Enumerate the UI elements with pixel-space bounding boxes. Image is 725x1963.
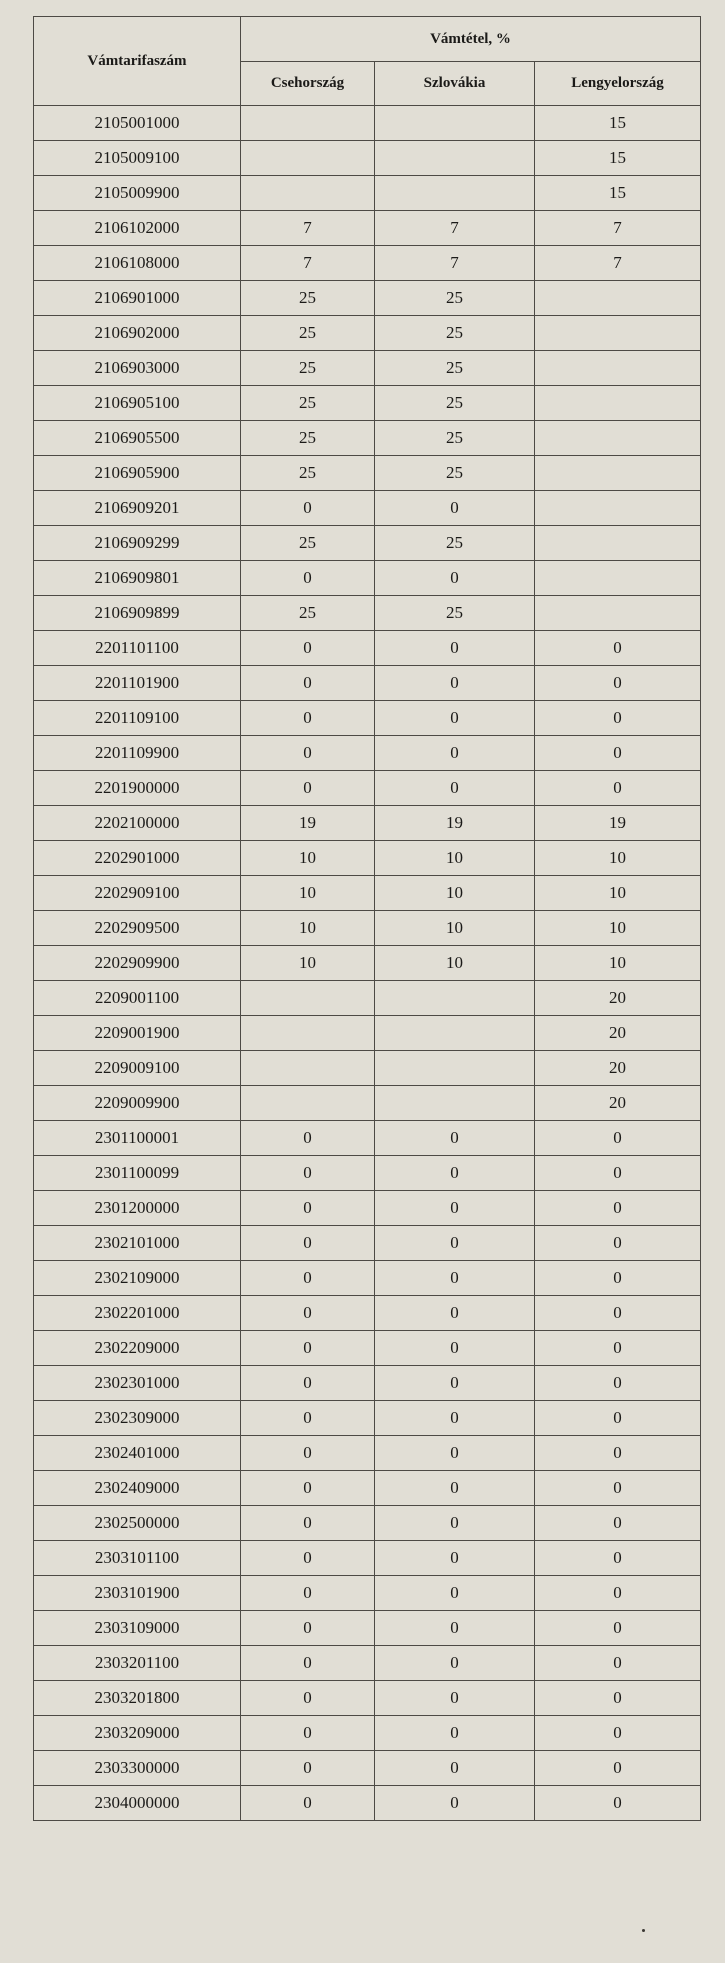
- czech-rate-cell: 0: [241, 736, 375, 771]
- polish-rate-cell: 15: [535, 106, 701, 141]
- polish-rate-cell: 0: [535, 1121, 701, 1156]
- czech-rate-cell: 0: [241, 1471, 375, 1506]
- slovak-rate-cell: 25: [375, 421, 535, 456]
- polish-rate-cell: [535, 456, 701, 491]
- slovak-rate-cell: 0: [375, 1331, 535, 1366]
- polish-rate-cell: 0: [535, 631, 701, 666]
- polish-rate-cell: 10: [535, 911, 701, 946]
- czech-rate-cell: 0: [241, 1541, 375, 1576]
- tariff-code-cell: 2105009900: [34, 176, 241, 211]
- polish-rate-cell: 0: [535, 1716, 701, 1751]
- slovak-rate-cell: 0: [375, 1401, 535, 1436]
- slovak-rate-cell: [375, 981, 535, 1016]
- tariff-code-cell: 2106909801: [34, 561, 241, 596]
- tariff-code-cell: 2202909100: [34, 876, 241, 911]
- czech-rate-cell: 10: [241, 841, 375, 876]
- tariff-code-cell: 2301100001: [34, 1121, 241, 1156]
- table-row: [34, 1436, 701, 1471]
- tariff-code-cell: 2209009900: [34, 1086, 241, 1121]
- slovak-rate-cell: 0: [375, 561, 535, 596]
- slovak-rate-cell: 25: [375, 526, 535, 561]
- czech-rate-cell: 25: [241, 526, 375, 561]
- tariff-code-cell: 2202909900: [34, 946, 241, 981]
- slovak-rate-cell: [375, 141, 535, 176]
- slovak-rate-cell: 0: [375, 701, 535, 736]
- slovak-rate-cell: 0: [375, 1751, 535, 1786]
- table-row: [34, 631, 701, 666]
- tariff-code-cell: 2106902000: [34, 316, 241, 351]
- slovak-rate-cell: 25: [375, 596, 535, 631]
- slovak-rate-cell: 0: [375, 1436, 535, 1471]
- tariff-code-cell: 2209009100: [34, 1051, 241, 1086]
- slovak-rate-cell: 0: [375, 1611, 535, 1646]
- tariff-code-cell: 2106905900: [34, 456, 241, 491]
- czech-rate-cell: 0: [241, 1156, 375, 1191]
- table-row: [34, 456, 701, 491]
- polish-rate-cell: 15: [535, 176, 701, 211]
- tariff-code-cell: 2303209000: [34, 1716, 241, 1751]
- czech-rate-cell: 0: [241, 1576, 375, 1611]
- slovak-rate-cell: 19: [375, 806, 535, 841]
- czech-rate-cell: 7: [241, 246, 375, 281]
- polish-rate-cell: 7: [535, 246, 701, 281]
- table-row: [34, 771, 701, 806]
- tariff-code-cell: 2106905100: [34, 386, 241, 421]
- slovak-rate-cell: 10: [375, 946, 535, 981]
- polish-rate-cell: [535, 491, 701, 526]
- table-row: [34, 1541, 701, 1576]
- polish-rate-cell: [535, 351, 701, 386]
- slovak-rate-cell: 0: [375, 1191, 535, 1226]
- header-poland: Lengyelország: [535, 62, 701, 106]
- czech-rate-cell: [241, 1086, 375, 1121]
- slovak-rate-cell: 25: [375, 351, 535, 386]
- slovak-rate-cell: 0: [375, 1296, 535, 1331]
- czech-rate-cell: 0: [241, 1436, 375, 1471]
- czech-rate-cell: [241, 981, 375, 1016]
- tariff-code-cell: 2106108000: [34, 246, 241, 281]
- slovak-rate-cell: 25: [375, 281, 535, 316]
- header-slovakia: Szlovákia: [375, 62, 535, 106]
- slovak-rate-cell: 0: [375, 1121, 535, 1156]
- table-row: [34, 351, 701, 386]
- slovak-rate-cell: 25: [375, 456, 535, 491]
- tariff-code-cell: 2201900000: [34, 771, 241, 806]
- polish-rate-cell: 0: [535, 1751, 701, 1786]
- slovak-rate-cell: 0: [375, 771, 535, 806]
- table-row: [34, 1401, 701, 1436]
- czech-rate-cell: 0: [241, 1646, 375, 1681]
- polish-rate-cell: [535, 526, 701, 561]
- tariff-code-cell: 2106909299: [34, 526, 241, 561]
- czech-rate-cell: 0: [241, 491, 375, 526]
- czech-rate-cell: 0: [241, 1261, 375, 1296]
- polish-rate-cell: 10: [535, 946, 701, 981]
- table-row: [34, 1576, 701, 1611]
- table-row: [34, 1296, 701, 1331]
- table-row: [34, 421, 701, 456]
- czech-rate-cell: 0: [241, 1506, 375, 1541]
- tariff-code-cell: 2202100000: [34, 806, 241, 841]
- czech-rate-cell: 0: [241, 666, 375, 701]
- slovak-rate-cell: 0: [375, 1226, 535, 1261]
- polish-rate-cell: 0: [535, 1646, 701, 1681]
- czech-rate-cell: 25: [241, 456, 375, 491]
- czech-rate-cell: 25: [241, 596, 375, 631]
- polish-rate-cell: 0: [535, 1611, 701, 1646]
- slovak-rate-cell: 0: [375, 1471, 535, 1506]
- slovak-rate-cell: 0: [375, 1646, 535, 1681]
- table-row: [34, 281, 701, 316]
- slovak-rate-cell: 0: [375, 1716, 535, 1751]
- table-row: [34, 1051, 701, 1086]
- tariff-code-cell: 2302301000: [34, 1366, 241, 1401]
- slovak-rate-cell: 10: [375, 911, 535, 946]
- tariff-code-cell: 2105009100: [34, 141, 241, 176]
- tariff-code-cell: 2209001900: [34, 1016, 241, 1051]
- tariff-code-cell: 2302409000: [34, 1471, 241, 1506]
- czech-rate-cell: 0: [241, 1191, 375, 1226]
- tariff-code-cell: 2106903000: [34, 351, 241, 386]
- header-tariff-number: Vámtarifaszám: [34, 17, 241, 106]
- polish-rate-cell: 10: [535, 841, 701, 876]
- polish-rate-cell: 0: [535, 1296, 701, 1331]
- slovak-rate-cell: 0: [375, 1506, 535, 1541]
- table-row: [34, 176, 701, 211]
- table-row: [34, 1261, 701, 1296]
- table-row: [34, 1611, 701, 1646]
- czech-rate-cell: 10: [241, 946, 375, 981]
- table-header: [34, 17, 701, 106]
- slovak-rate-cell: 0: [375, 1366, 535, 1401]
- polish-rate-cell: [535, 281, 701, 316]
- czech-rate-cell: [241, 141, 375, 176]
- polish-rate-cell: 0: [535, 1401, 701, 1436]
- czech-rate-cell: [241, 1016, 375, 1051]
- table-row: [34, 316, 701, 351]
- slovak-rate-cell: 0: [375, 666, 535, 701]
- table-body: [34, 106, 701, 1821]
- czech-rate-cell: 0: [241, 771, 375, 806]
- header-duty-rate: Vámtétel, %: [241, 17, 701, 62]
- slovak-rate-cell: 0: [375, 1576, 535, 1611]
- czech-rate-cell: 10: [241, 876, 375, 911]
- table-row: [34, 911, 701, 946]
- tariff-code-cell: 2106901000: [34, 281, 241, 316]
- tariff-code-cell: 2201109900: [34, 736, 241, 771]
- polish-rate-cell: [535, 596, 701, 631]
- tariff-code-cell: 2106905500: [34, 421, 241, 456]
- polish-rate-cell: 0: [535, 1191, 701, 1226]
- polish-rate-cell: 0: [535, 1226, 701, 1261]
- tariff-code-cell: 2201101100: [34, 631, 241, 666]
- slovak-rate-cell: [375, 106, 535, 141]
- polish-rate-cell: 0: [535, 1436, 701, 1471]
- czech-rate-cell: [241, 1051, 375, 1086]
- header-czech-republic: Csehország: [241, 62, 375, 106]
- czech-rate-cell: 0: [241, 1681, 375, 1716]
- czech-rate-cell: 0: [241, 1611, 375, 1646]
- polish-rate-cell: 0: [535, 1506, 701, 1541]
- slovak-rate-cell: 0: [375, 631, 535, 666]
- tariff-code-cell: 2301200000: [34, 1191, 241, 1226]
- czech-rate-cell: 0: [241, 561, 375, 596]
- tariff-code-cell: 2302500000: [34, 1506, 241, 1541]
- tariff-code-cell: 2303201100: [34, 1646, 241, 1681]
- table-row: [34, 841, 701, 876]
- polish-rate-cell: 0: [535, 666, 701, 701]
- table-row: [34, 386, 701, 421]
- table-row: [34, 561, 701, 596]
- czech-rate-cell: 0: [241, 1716, 375, 1751]
- table-row: [34, 246, 701, 281]
- slovak-rate-cell: [375, 1086, 535, 1121]
- slovak-rate-cell: 0: [375, 1156, 535, 1191]
- table-row: [34, 526, 701, 561]
- table-row: [34, 1366, 701, 1401]
- table-row: [34, 1786, 701, 1821]
- slovak-rate-cell: 7: [375, 246, 535, 281]
- polish-rate-cell: 10: [535, 876, 701, 911]
- tariff-code-cell: 2209001100: [34, 981, 241, 1016]
- czech-rate-cell: 0: [241, 1751, 375, 1786]
- tariff-code-cell: 2201109100: [34, 701, 241, 736]
- slovak-rate-cell: 10: [375, 876, 535, 911]
- slovak-rate-cell: 7: [375, 211, 535, 246]
- tariff-code-cell: 2302201000: [34, 1296, 241, 1331]
- table-row: [34, 1226, 701, 1261]
- table-row: [34, 1471, 701, 1506]
- table-row: [34, 211, 701, 246]
- table-row: [34, 666, 701, 701]
- table-row: [34, 1506, 701, 1541]
- tariff-code-cell: 2303101100: [34, 1541, 241, 1576]
- polish-rate-cell: 0: [535, 1366, 701, 1401]
- tariff-code-cell: 2301100099: [34, 1156, 241, 1191]
- polish-rate-cell: 7: [535, 211, 701, 246]
- tariff-code-cell: 2106909899: [34, 596, 241, 631]
- polish-rate-cell: 0: [535, 701, 701, 736]
- polish-rate-cell: 0: [535, 736, 701, 771]
- polish-rate-cell: [535, 421, 701, 456]
- tariff-table: [33, 16, 701, 1821]
- polish-rate-cell: 20: [535, 1051, 701, 1086]
- table-row: [34, 1681, 701, 1716]
- table-row: [34, 491, 701, 526]
- czech-rate-cell: 25: [241, 281, 375, 316]
- table-row: [34, 1716, 701, 1751]
- slovak-rate-cell: [375, 1016, 535, 1051]
- table-row: [34, 946, 701, 981]
- table-row: [34, 1331, 701, 1366]
- czech-rate-cell: 0: [241, 701, 375, 736]
- table-row: [34, 1156, 701, 1191]
- czech-rate-cell: 0: [241, 1331, 375, 1366]
- slovak-rate-cell: 25: [375, 316, 535, 351]
- table-row: [34, 981, 701, 1016]
- czech-rate-cell: 25: [241, 316, 375, 351]
- czech-rate-cell: 0: [241, 1226, 375, 1261]
- polish-rate-cell: 20: [535, 981, 701, 1016]
- polish-rate-cell: 20: [535, 1016, 701, 1051]
- czech-rate-cell: 7: [241, 211, 375, 246]
- tariff-code-cell: 2303300000: [34, 1751, 241, 1786]
- czech-rate-cell: [241, 176, 375, 211]
- tariff-code-cell: 2303201800: [34, 1681, 241, 1716]
- polish-rate-cell: 0: [535, 1786, 701, 1821]
- slovak-rate-cell: 0: [375, 1541, 535, 1576]
- table-row: [34, 106, 701, 141]
- scan-speck: [642, 1929, 645, 1932]
- polish-rate-cell: 15: [535, 141, 701, 176]
- polish-rate-cell: 0: [535, 1471, 701, 1506]
- czech-rate-cell: 0: [241, 1366, 375, 1401]
- polish-rate-cell: 20: [535, 1086, 701, 1121]
- slovak-rate-cell: 0: [375, 1261, 535, 1296]
- polish-rate-cell: 0: [535, 1331, 701, 1366]
- slovak-rate-cell: 0: [375, 1786, 535, 1821]
- tariff-code-cell: 2303109000: [34, 1611, 241, 1646]
- tariff-code-cell: 2201101900: [34, 666, 241, 701]
- czech-rate-cell: 0: [241, 1296, 375, 1331]
- table-row: [34, 1191, 701, 1226]
- table-row: [34, 1086, 701, 1121]
- tariff-code-cell: 2302209000: [34, 1331, 241, 1366]
- table-row: [34, 141, 701, 176]
- slovak-rate-cell: 0: [375, 736, 535, 771]
- czech-rate-cell: [241, 106, 375, 141]
- czech-rate-cell: 0: [241, 1401, 375, 1436]
- tariff-code-cell: 2304000000: [34, 1786, 241, 1821]
- tariff-code-cell: 2202901000: [34, 841, 241, 876]
- tariff-code-cell: 2106909201: [34, 491, 241, 526]
- polish-rate-cell: [535, 316, 701, 351]
- table-row: [34, 876, 701, 911]
- table-row: [34, 736, 701, 771]
- czech-rate-cell: 25: [241, 386, 375, 421]
- table-row: [34, 596, 701, 631]
- table-row: [34, 701, 701, 736]
- polish-rate-cell: 0: [535, 1541, 701, 1576]
- table-row: [34, 806, 701, 841]
- slovak-rate-cell: 10: [375, 841, 535, 876]
- tariff-code-cell: 2202909500: [34, 911, 241, 946]
- tariff-code-cell: 2302109000: [34, 1261, 241, 1296]
- tariff-code-cell: 2302309000: [34, 1401, 241, 1436]
- tariff-code-cell: 2302101000: [34, 1226, 241, 1261]
- tariff-code-cell: 2105001000: [34, 106, 241, 141]
- polish-rate-cell: 0: [535, 771, 701, 806]
- tariff-code-cell: 2303101900: [34, 1576, 241, 1611]
- tariff-code-cell: 2302401000: [34, 1436, 241, 1471]
- czech-rate-cell: 0: [241, 1786, 375, 1821]
- polish-rate-cell: [535, 561, 701, 596]
- slovak-rate-cell: [375, 176, 535, 211]
- table-row: [34, 1646, 701, 1681]
- polish-rate-cell: 0: [535, 1261, 701, 1296]
- czech-rate-cell: 25: [241, 351, 375, 386]
- polish-rate-cell: 0: [535, 1681, 701, 1716]
- polish-rate-cell: 0: [535, 1156, 701, 1191]
- tariff-code-cell: 2106102000: [34, 211, 241, 246]
- table-row: [34, 1751, 701, 1786]
- table-row: [34, 1016, 701, 1051]
- czech-rate-cell: 10: [241, 911, 375, 946]
- table-row: [34, 1121, 701, 1156]
- slovak-rate-cell: [375, 1051, 535, 1086]
- czech-rate-cell: 25: [241, 421, 375, 456]
- slovak-rate-cell: 25: [375, 386, 535, 421]
- czech-rate-cell: 19: [241, 806, 375, 841]
- polish-rate-cell: 0: [535, 1576, 701, 1611]
- polish-rate-cell: 19: [535, 806, 701, 841]
- czech-rate-cell: 0: [241, 631, 375, 666]
- slovak-rate-cell: 0: [375, 491, 535, 526]
- slovak-rate-cell: 0: [375, 1681, 535, 1716]
- polish-rate-cell: [535, 386, 701, 421]
- czech-rate-cell: 0: [241, 1121, 375, 1156]
